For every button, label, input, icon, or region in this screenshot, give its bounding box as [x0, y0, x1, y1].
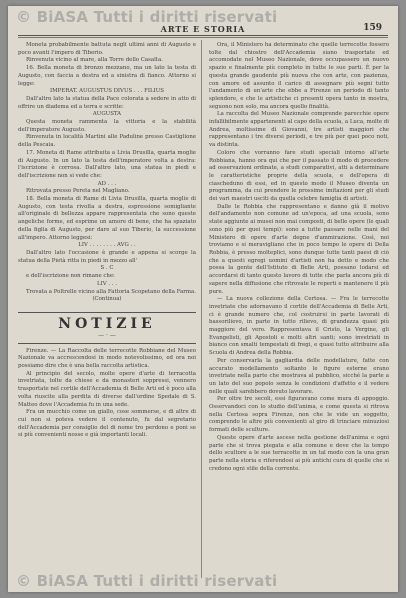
paragraph: e dell'iscrizione non rimane che:: [26, 273, 115, 280]
news-paragraph: Fra un mucchio come un giallo, cose sommerse, e di altre di cui non si poteva vedere il contenuto, fu dal segretario dell'Accademia per consiglio del di nome tro perdono e poni se si più convenienti nosse e già importanti locali.: [18, 409, 196, 439]
coin-inscription: IMPERAT. AUGUSTUS DIVUS . . . FILIUS: [49, 88, 164, 95]
paragraph: Ritrovata presso Pereta nel Magliano.: [26, 188, 130, 195]
page-number: 159: [363, 23, 382, 33]
coin-entry-18: 18. Bella moneta di Rame di Livia Drusilla, quarta moglie di Augusto, con testa rivolta a destra, espressione somigliante all'originale di bellezza appare rappresentata che sono queste angeliche forme, ed esprime un amore di bene, che ha spaziato della figlia di Augusto, per dare al suo Tiberio, la successione all'impero. Attorno leggesi:: [18, 196, 196, 241]
coin-inscription: AD . . .: [97, 180, 117, 187]
coin-inscription: S . C: [100, 265, 114, 272]
paragraph: Ora, il Ministero ha determinato che quelle terrecotte fossero tolte dal chiostro dell'Accademia siano trasportate ed accomodate nel Museo Nazionale, dove occupassero un nuovo spazio e finalmente più completo in tutte le sue parti. È per la questa grande gaudente più nuova che con arte, con pazienza, con amore ed assunto il carico di assegnare più segni tutto l'andamento di un'arte che ebbe a Firenze un periodo di tanto splendore, e che le artistiche ci presenti opera tanto in mostra, seguono non solo, ma ancora quello finalità.: [209, 42, 389, 110]
coin-inscription: AUGUSTA: [92, 111, 122, 118]
paragraph: Per conservarla la gagliardia delle modellature, fatte con accurato modellamento soltanto le figure esterne erano invetriate nella parte che mostrava al pubblico, sicché la parte a un lato del suo popolo senza le condizioni d'affetto e il vedere nelle quali sarebbero dovuto lavorare.: [209, 357, 389, 395]
paragraph: Coloro che vorranno fare studi speciali intorno all'arte Robbiana, hanno ora qui che per il passato il modo di procedere ad osservazioni ordinate, a studi comparativi, atti a determinare le caratteristiche proprie della scuola, e dell'opera di ciascheduno di essi, ed in questo modo il Museo diventa un programma, da cui prendere le prossime imitazioni per gli studi dei vari maestri usciti da quella celebre famiglia di artisti.: [209, 149, 389, 203]
running-header-title: ARTE E STORIA: [160, 24, 246, 34]
ornament: — · —: [98, 331, 116, 339]
paragraph: Dall'altro lato l'occasione è grande e appena si scorge la statua della Pietà ritta in piedi in mezzo all': [18, 249, 196, 264]
watermark-bottom: © BiASA Tutti i diritti riservati: [16, 572, 278, 590]
paragraph: Per oltre tre secoli, essi figuravano come mura di appoggio. Osservandoci con lo studio dell'anima, e come questa si ritrova nella Certosa sopra Firenze, non che le vide un soggetto, comprendo le altre più convenienti al giro di trinciare minuziosi formati delle sculture.: [209, 396, 389, 434]
header-rule-double: [18, 37, 388, 38]
paragraph: Dall'altro lato la statua della Pace colorata a sedere in atto di offrire un diadema ed a terra e scritte:: [18, 95, 196, 110]
coin-inscription: LIV . . .: [97, 280, 117, 287]
coin-entry-17: 17. Moneta di Rame attribuita a Livia Drusilla, quarta moglie di Augusto. In un lato la testa dell'imperatore volta a destra: l'iscrizione è corrosa. Dall'altro lato, una statua in piedi e dell'iscrizione non si vede che:: [18, 149, 196, 179]
paragraph: La raccolta del Museo Nazionale comprende parecchie opere infallibilmente appartenenti al capo della scuola, a Luca, molte di Andrea, moltissime di Giovanni, tre artisti maggiori che rappresentano i tre diversi periodi, e tre più per quei poco noti, va distinta.: [209, 111, 389, 149]
paragraph: Dalle le Robbia che rappresentano e danno già il motivo dell'andamento non comune ad un'epoca, ad una scuola, sono state aggiunte ai musei non mai composti, di belle opere (le quali sono più per quei tempi): sono a tutte passare nelle mani del Ministero di opere d'arte degne d'ammirazione. Così, noi troviamo e si meravigliano che in poco tempo le opere di Della Robbia, è presso molteplici, sono dunque tutte tanti paesi di ciò che a questi egregi uomini d'artisti non ha detto e modo che possa la gente dell'Istituto di Belle Arti, possano lodarsi ed accordarsi di tanto questo lavoro di tutte che parla ancora più di sapere nella diffusione che ritrovate le reperti e mantenere il più pure.: [209, 203, 389, 295]
paragraph: Questa moneta rammenta la vittoria e la stabilità dell'imperatore Augusto.: [18, 119, 196, 133]
document-page: [8, 6, 398, 592]
paragraph: Queste opere d'arte ascese nella gestione dell'anima e ogni parte che si trova piegata e alla comune e deve che la tempo dello scultore a le sue terracotte in un tal modo con la una gran parte nella storia e riferendosi ai più antichi cura di quelle che si credono ogni stile della corrente.: [209, 434, 389, 472]
coin-entry-16: 16. Bella moneta di bronzo mezzano, ma un lato la testa di Augusto, con faccia a destra ed a sinistra di fianco. Attorno si legge:: [18, 65, 196, 87]
continua-note: (Continua): [92, 296, 122, 303]
paragraph: Moneta probabilmente battuta negli ultimi anni di Augusto e poco avanti l'impero di Tiberio.: [18, 42, 196, 56]
paragraph: Rinvenuta in località Martini alle Paduline presso Castiglione della Pescaia.: [18, 134, 196, 149]
news-paragraph: Al principio del secolo, molte opere d'arte di terracotta invetriata, tolte da chiese e da monasteri soppressi, vennero trasportate nel cortile dell'Accademia di Belle Arti ed è poco alla volta riuscite alla perdita di diverse dall'ordine Spedale di S. Matteo dove l'Accademia fu in una sede.: [18, 370, 196, 408]
paragraph: Rinvenuta vicino al mare, alla Torre dello Casalta.: [26, 57, 163, 64]
section-title: NOTIZIE: [58, 315, 156, 332]
coin-inscription: LIV . . . . . . . . AVG . .: [78, 242, 136, 249]
paragraph: Trovata a Poltrelle vicino alla Fattoria Scopetano della Farma.: [26, 288, 196, 295]
paragraph: — La nuova collezione della Certosa. — Fra le terrecotte invetriate che adornavano il cortile dell'Accademia di Belle Arti, ci è grande numero che, col costruirsi in parte lavorati di bassorilievo, in parte in tutto rilievo, di grandezza quasi più maggiore del vero. Rappresentava il Cristo, la Vergine, gli Evangelisti, gli Apostoli e molti altri santi; sono invetriati in bianco con smalti tempestati di fregi, e quasi tutto attribuire alla Scuola di Andrea della Robbia.: [209, 296, 389, 357]
left-column: [18, 42, 196, 440]
watermark-top: © BiASA Tutti i diritti riservati: [16, 8, 278, 26]
column-divider: [201, 40, 202, 578]
header-rule: [18, 35, 388, 36]
news-paragraph: Firenze. — La Raccolta delle terrecotte Robbiane del Museo Nazionale va accrescendosi in modo notevolissimo, ed ora noi possiamo dire che è una bella raccolta artistica.: [18, 347, 196, 370]
right-column: [209, 42, 389, 473]
notizie-section-header: [18, 312, 196, 344]
